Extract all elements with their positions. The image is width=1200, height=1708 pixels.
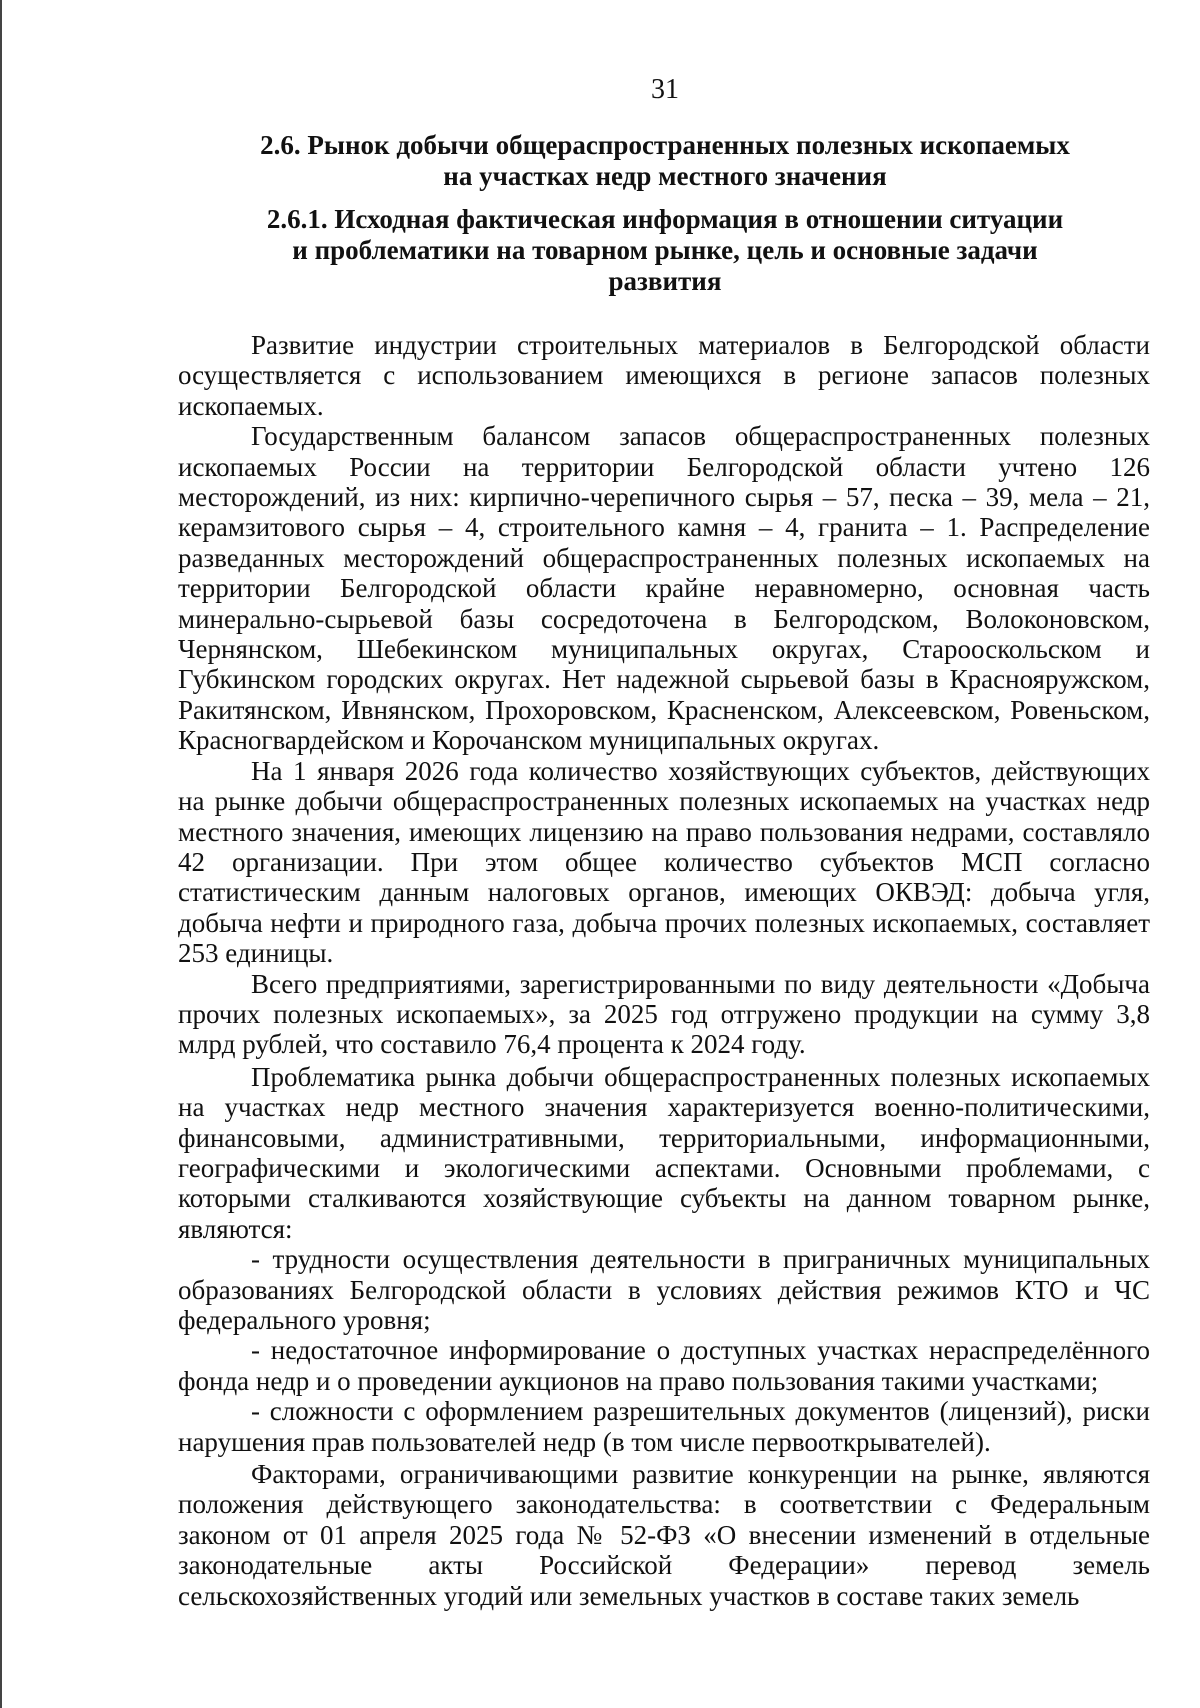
- paragraph: Развитие индустрии строительных материалов в Белгородской области осуществляется с использованием имеющихся в регионе запасов полезных ископаемых.: [178, 330, 1150, 421]
- list-item: - недостаточное информирование о доступных участках нераспределённого фонда недр и о проведении аукционов на право пользования такими участками;: [178, 1335, 1150, 1396]
- paragraph: Проблематика рынка добычи общераспространенных полезных ископаемых на участках недр местного значения характеризуется военно-политическими, финансовыми, административными, территориальными, информационными, географическими и экологическими аспектами. Основными проблемами, с которыми сталкиваются хозяйствующие субъекты на данном товарном рынке, являются:: [178, 1061, 1150, 1244]
- list-item: - трудности осуществления деятельности в приграничных муниципальных образованиях Белгородской области в условиях действия режимов КТО и ЧС федерального уровня;: [178, 1244, 1150, 1335]
- headings-block: [260, 130, 1070, 297]
- section-heading: 2.6. Рынок добычи общераспространенных полезных ископаемых на участках недр местного значения: [260, 130, 1070, 191]
- page-number: 31: [651, 74, 679, 105]
- paragraph: На 1 января 2026 года количество хозяйствующих субъектов, действующих на рынке добычи общераспространенных полезных ископаемых на участках недр местного значения, имеющих лицензию на право пользования недрами, составляло 42 организации. При этом общее количество субъектов МСП согласно статистическим данным налоговых органов, имеющих ОКВЭД: добыча угля, добыча нефти и природного газа, добыча прочих полезных ископаемых, составляет 253 единицы.: [178, 755, 1150, 969]
- page-edge: [0, 0, 2, 1708]
- subsection-heading: 2.6.1. Исходная фактическая информация в отношении ситуации и проблематики на товарном рынке, цель и основные задачи развития: [266, 204, 1064, 296]
- list-item: - сложности с оформлением разрешительных документов (лицензий), риски нарушения прав пользователей недр (в том числе первооткрывателей).: [178, 1396, 1150, 1457]
- paragraph: Факторами, ограничивающими развитие конкуренции на рынке, являются положения действующего законодательства: в соответствии с Федеральным законом от 01 апреля 2025 года № 52-ФЗ «О внесении изменений в отдельные законодательные акты Российской Федерации» перевод земель сельскохозяйственных угодий или земельных участков в составе таких земель: [178, 1459, 1150, 1611]
- paragraph: Всего предприятиями, зарегистрированными по виду деятельности «Добыча прочих полезных ископаемых», за 2025 год отгружено продукции на сумму 3,8 млрд рублей, что составило 76,4 процента к 2024 году.: [178, 968, 1150, 1060]
- body-text: [178, 330, 1150, 1611]
- paragraph: Государственным балансом запасов общераспространенных полезных ископаемых России на территории Белгородской области учтено 126 месторождений, из них: кирпично-черепичного сырья – 57, песка – 39, мела – 21, керамзитового сырья – 4, строительного камня – 4, гранита – 1. Распределение разведанных месторождений общераспространенных полезных ископаемых на территории Белгородской области крайне неравномерно, основная часть минерально-сырьевой базы сосредоточена в Белгородском, Волоконовском, Чернянском, Шебекинском муниципальных округах, Старооскольском и Губкинском городских округах. Нет надежной сырьевой базы в Краснояружском, Ракитянском, Ивнянском, Прохоровском, Красненском, Алексеевском, Ровеньском, Красногвардейском и Корочанском муниципальных округах.: [178, 421, 1150, 756]
